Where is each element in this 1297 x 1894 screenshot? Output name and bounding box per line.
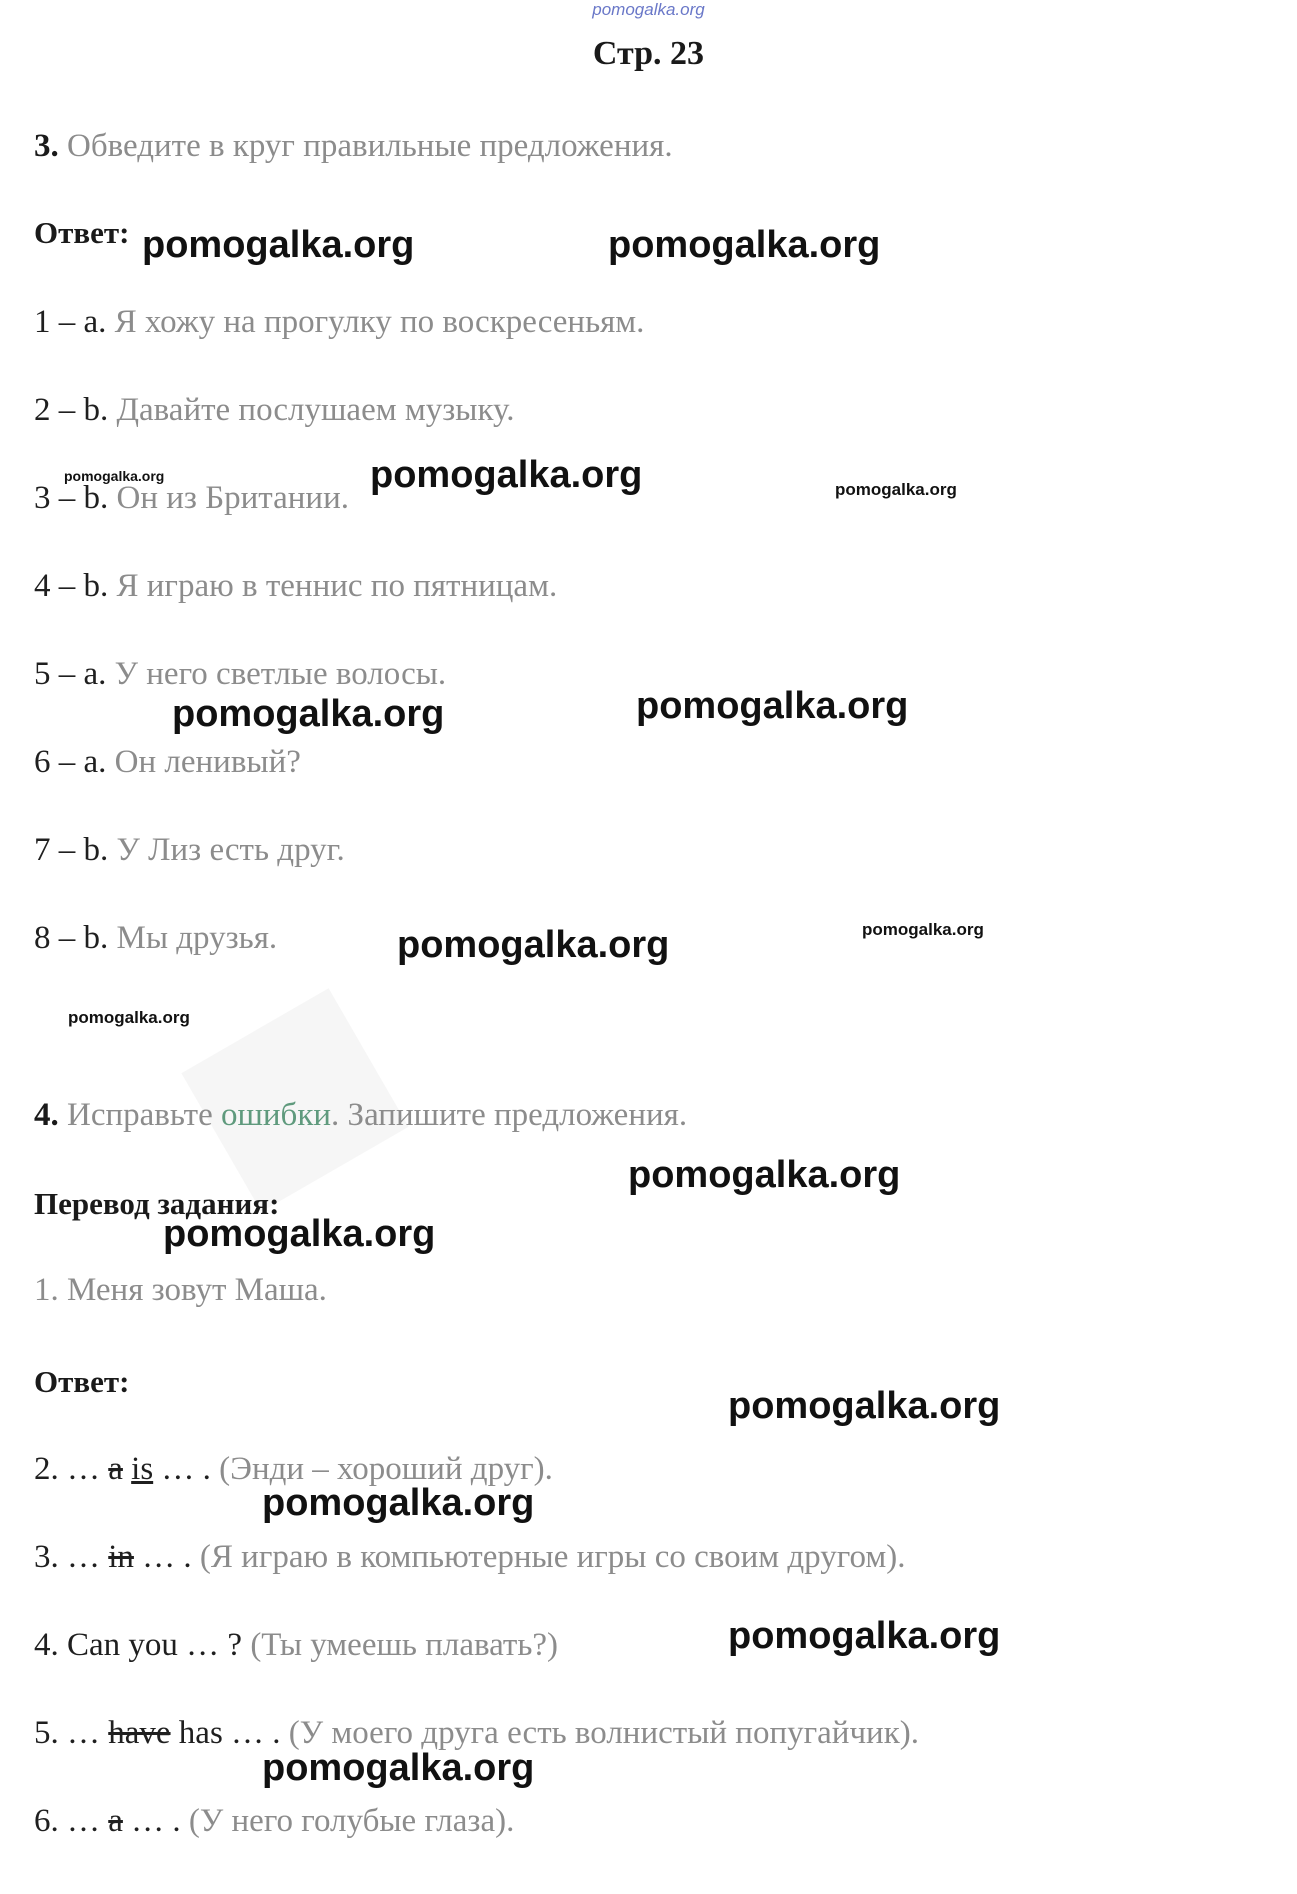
correction-line-6 <box>34 1803 514 1840</box>
top-watermark: pomogalka.org <box>592 0 705 19</box>
watermark: pomogalka.org <box>262 1747 535 1789</box>
answer-line-6 <box>34 744 301 781</box>
answer-text: Мы друзья. <box>116 920 278 956</box>
translation-line: 1. Меня зовут Маша. <box>34 1272 327 1308</box>
answer-key: 8 – b. <box>34 920 109 956</box>
watermark: pomogalka.org <box>64 468 165 484</box>
watermark: pomogalka.org <box>728 1385 1001 1427</box>
correction-prefix: 5. … <box>34 1715 109 1751</box>
answer-text: Я хожу на прогулку по воскресеньям. <box>114 304 645 340</box>
answer-line-4 <box>34 568 557 605</box>
correction-suffix: … . <box>133 1539 200 1575</box>
answer-key: 7 – b. <box>34 832 109 868</box>
answer-line-2 <box>34 392 514 429</box>
task-3-statement <box>34 128 673 165</box>
task-number: 4. <box>34 1097 59 1133</box>
struck-word: a <box>108 1451 123 1487</box>
watermark: pomogalka.org <box>68 1008 190 1027</box>
answer-text: Я играю в теннис по пятницам. <box>116 568 558 604</box>
task-text-highlight: ошибки <box>220 1097 332 1133</box>
struck-word: in <box>108 1539 134 1575</box>
corrected-word: is <box>131 1451 154 1487</box>
answer-line-8 <box>34 920 277 957</box>
correction-gloss: (Энди – хороший друг). <box>219 1451 553 1487</box>
answer-heading: Ответ: <box>34 215 130 250</box>
answer-key: 4 – b. <box>34 568 109 604</box>
correction-suffix: … . <box>153 1451 220 1487</box>
answer-text: У Лиз есть друг. <box>116 832 345 868</box>
watermark: pomogalka.org <box>163 1213 436 1255</box>
answer-key: 5 – a. <box>34 656 107 692</box>
watermark: pomogalka.org <box>835 480 957 499</box>
answer-key: 1 – a. <box>34 304 107 340</box>
correction-gloss: (Я играю в компьютерные игры со своим другом). <box>199 1539 906 1575</box>
answer-line-7 <box>34 832 345 869</box>
answer-key: 6 – a. <box>34 744 107 780</box>
correction-gloss: (У моего друга есть волнистый попугайчик). <box>288 1715 919 1751</box>
watermark: pomogalka.org <box>370 454 643 496</box>
watermark: pomogalka.org <box>397 924 670 966</box>
watermark: pomogalka.org <box>172 693 445 735</box>
task-number: 3. <box>34 128 59 164</box>
correction-prefix: 3. … <box>34 1539 109 1575</box>
correction-gloss: (Ты умеешь плавать?) <box>250 1627 559 1663</box>
correction-line-4 <box>34 1627 558 1664</box>
answer-text: У него светлые волосы. <box>114 656 447 692</box>
page-title: Стр. 23 <box>592 35 705 72</box>
task-text-pre: Исправьте <box>67 1097 213 1133</box>
answer-key: 2 – b. <box>34 392 109 428</box>
answer-text: Давайте послушаем музыку. <box>116 392 515 428</box>
answer-text: Он ленивый? <box>114 744 301 780</box>
answer-line-1 <box>34 304 644 341</box>
correction-middle: has … . <box>170 1715 289 1751</box>
correction-prefix: 2. … <box>34 1451 109 1487</box>
correction-suffix: … . <box>122 1803 189 1839</box>
answer-line-5 <box>34 656 446 693</box>
watermark: pomogalka.org <box>142 224 415 266</box>
correction-prefix: 4. Can you … ? <box>34 1627 251 1663</box>
answer-text: Он из Британии. <box>116 480 349 516</box>
correction-line-3 <box>34 1539 905 1576</box>
watermark: pomogalka.org <box>862 920 984 939</box>
struck-word: have <box>108 1715 171 1751</box>
task-text-post: . Запишите предложения. <box>331 1097 688 1133</box>
correction-prefix: 6. … <box>34 1803 109 1839</box>
answer-heading-2: Ответ: <box>34 1364 130 1399</box>
translation-heading: Перевод задания: <box>34 1186 280 1221</box>
watermark: pomogalka.org <box>728 1615 1001 1657</box>
answer-line-3 <box>34 480 349 517</box>
struck-word: a <box>108 1803 123 1839</box>
watermark: pomogalka.org <box>628 1154 901 1196</box>
answer-key: 3 – b. <box>34 480 109 516</box>
task-text: Обведите в круг правильные предложения. <box>67 128 673 164</box>
task-4-statement <box>34 1097 687 1134</box>
watermark: pomogalka.org <box>608 224 881 266</box>
correction-gloss: (У него голубые глаза). <box>188 1803 515 1839</box>
watermark: pomogalka.org <box>262 1482 535 1524</box>
watermark: pomogalka.org <box>636 685 909 727</box>
